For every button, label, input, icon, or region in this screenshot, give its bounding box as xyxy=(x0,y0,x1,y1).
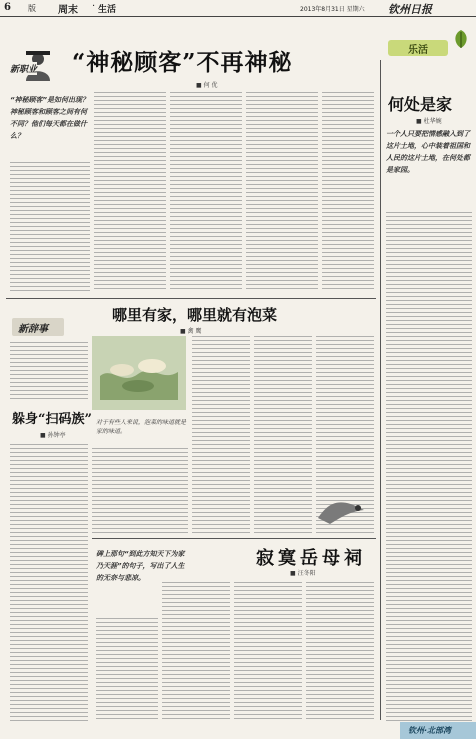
issue-date: 2013年8月31日 星期六 xyxy=(300,6,365,13)
byline: ■ 汪冬阳 xyxy=(290,570,316,577)
byline: ■ 何 优 xyxy=(196,82,218,89)
article-body-text xyxy=(162,582,230,722)
headline-mystery-shopper: “神秘顾客”不再神秘 xyxy=(72,49,293,76)
page-number: 6 xyxy=(4,2,11,13)
footer-brand: 钦州·北部湾 xyxy=(408,726,452,735)
headline-where-home: 何处是家 xyxy=(388,95,453,114)
article-body-text xyxy=(246,92,318,292)
article-body-text xyxy=(10,444,88,724)
column-divider xyxy=(380,60,381,720)
newspaper-name: 钦州日报 xyxy=(388,3,432,16)
article-kicker: 新辞事 xyxy=(18,324,48,335)
article-body-text xyxy=(322,92,374,292)
article-body-text xyxy=(10,162,90,292)
section-tab-label: 乐活 xyxy=(408,45,428,56)
bird-illustration xyxy=(312,488,372,528)
article-lead: “神秘顾客”是如何出现？神秘顾客和顾客之间有何不同？他们每天都在做什么？ xyxy=(10,96,90,140)
section-divider xyxy=(92,538,376,539)
article-body-text xyxy=(254,336,312,534)
food-photo xyxy=(92,336,186,410)
page-label: 版 xyxy=(28,4,36,13)
article-body-text xyxy=(94,92,166,292)
title-separator: · xyxy=(92,1,96,12)
headline-vocab: 躲身“扫码族” xyxy=(12,412,92,427)
byline: ■ 杜华婉 xyxy=(416,118,442,125)
page-title: 周末 xyxy=(58,5,78,16)
photo-caption: 对于有些人来说，泡菜的味道就是家的味道。 xyxy=(96,419,187,435)
article-body-text xyxy=(306,582,374,722)
headline-temple: 寂寞岳母祠 xyxy=(256,548,366,569)
leaf-icon xyxy=(452,28,470,50)
article-lead: 一个人只要把情感融入到了这片土地，心中装着祖国和人民的这片土地，在何处都是家园。 xyxy=(386,130,470,174)
section-divider xyxy=(6,298,376,299)
article-body-text xyxy=(92,448,188,534)
headline-noodles: 哪里有家，哪里就有泡菜 xyxy=(112,306,278,324)
article-body-text xyxy=(234,582,302,722)
article-kicker: 新职业 xyxy=(10,62,37,75)
article-body-text xyxy=(386,212,472,722)
section-name: 生活 xyxy=(98,5,117,15)
article-body-text xyxy=(10,342,88,402)
byline: ■ 孙钟亭 xyxy=(40,432,66,439)
article-body-text xyxy=(96,618,158,722)
article-lead: 碑上那句“到此方知天下为家乃天涯”的句子，写出了人生的无奈与悲凉。 xyxy=(96,550,185,582)
byline: ■ 禽 鹰 xyxy=(180,328,202,335)
article-body-text xyxy=(170,92,242,292)
article-body-text xyxy=(192,336,250,534)
